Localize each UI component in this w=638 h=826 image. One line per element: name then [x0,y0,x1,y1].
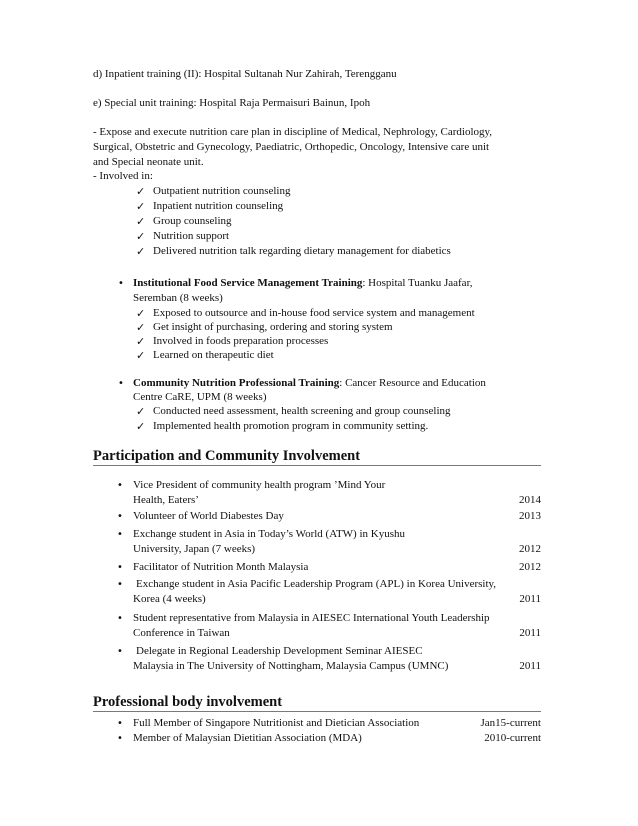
participation-item-line-1: Exchange student in Asia Pacific Leadership Program (APL) in Korea University, [136,578,497,590]
participation-item-line-1: Facilitator of Nutrition Month Malaysia [133,561,309,573]
community-title: Community Nutrition Professional Training [133,377,340,389]
check-icon: ✓ [136,307,146,320]
check-icon: ✓ [136,200,146,213]
check-icon: ✓ [136,245,146,258]
bullet-icon: • [117,480,123,491]
bullet-icon: • [118,378,124,389]
community-rest: : Cancer Resource and Education [339,377,486,389]
participation-item-line-2: Health, Eaters’ [133,494,199,506]
check-icon: ✓ [136,321,146,334]
participation-year: 2011 [519,593,541,605]
check-icon: ✓ [136,420,146,433]
bullet-icon: • [117,733,123,744]
participation-item-line-1: Delegate in Regional Leadership Development Seminar AIESEC [136,645,423,657]
professional-period: 2010-current [484,732,541,744]
involved-label: - Involved in: [93,170,153,182]
bullet-icon: • [117,511,123,522]
community-line-2: Centre CaRE, UPM (8 weeks) [133,391,267,403]
participation-year: 2011 [519,627,541,639]
community-line-1 [133,377,486,390]
food-service-item: Involved in foods preparation processes [153,335,329,347]
bullet-icon: • [117,646,123,657]
heading-rule [93,465,541,466]
participation-year: 2013 [519,510,541,522]
involved-item: Inpatient nutrition counseling [153,200,284,212]
heading-rule [93,711,541,712]
professional-heading: Professional body involvement [93,694,283,710]
bullet-icon: • [117,718,123,729]
participation-year: 2012 [519,561,541,573]
participation-year: 2012 [519,543,541,555]
expose-line-2: Surgical, Obstetric and Gynecology, Paediatric, Orthopedic, Oncology, Intensive care unit [93,141,490,153]
training-d-line: d) Inpatient training (II): Hospital Sultanah Nur Zahirah, Terengganu [93,68,397,80]
bullet-icon: • [117,579,123,590]
professional-period: Jan15-current [480,717,541,729]
food-service-item: Get insight of purchasing, ordering and storing system [153,321,393,333]
bullet-icon: • [117,613,123,624]
food-service-item: Exposed to outsource and in-house food service system and management [153,307,475,319]
professional-item: Full Member of Singapore Nutritionist and Dietician Association [133,717,420,729]
expose-line-3: and Special neonate unit. [93,156,204,168]
participation-item-line-2: University, Japan (7 weeks) [133,543,256,555]
community-item: Implemented health promotion program in community setting. [153,420,429,432]
participation-item-line-2: Korea (4 weeks) [133,593,206,605]
participation-item-line-1: Volunteer of World Diabestes Day [133,510,284,522]
check-icon: ✓ [136,405,146,418]
participation-heading: Participation and Community Involvement [93,448,361,464]
check-icon: ✓ [136,349,146,362]
involved-item: Outpatient nutrition counseling [153,185,291,197]
professional-item: Member of Malaysian Dietitian Association (MDA) [133,732,362,744]
involved-item: Delivered nutrition talk regarding dietary management for diabetics [153,245,451,257]
bullet-icon: • [118,278,124,289]
participation-year: 2011 [519,660,541,672]
participation-year: 2014 [519,494,541,506]
bullet-icon: • [117,529,123,540]
food-service-line-1 [133,277,473,290]
expose-line-1: - Expose and execute nutrition care plan in discipline of Medical, Nephrology, Cardiology, [93,126,493,138]
participation-item-line-2: Conference in Taiwan [133,627,230,639]
food-service-rest: : Hospital Tuanku Jaafar, [362,277,473,289]
participation-item-line-2: Malaysia in The University of Nottingham, Malaysia Campus (UMNC) [133,660,449,672]
participation-item-line-1: Exchange student in Asia in Today’s World (ATW) in Kyushu [133,528,405,540]
community-item: Conducted need assessment, health screening and group counseling [153,405,451,417]
food-service-title: Institutional Food Service Management Training [133,277,363,289]
bullet-icon: • [117,562,123,573]
involved-item: Nutrition support [153,230,230,242]
training-e-line: e) Special unit training: Hospital Raja Permaisuri Bainun, Ipoh [93,97,371,109]
check-icon: ✓ [136,215,146,228]
check-icon: ✓ [136,185,146,198]
food-service-line-2: Seremban (8 weeks) [133,292,223,304]
check-icon: ✓ [136,230,146,243]
food-service-item: Learned on therapeutic diet [153,349,274,361]
participation-item-line-1: Student representative from Malaysia in AIESEC International Youth Leadership [133,612,490,624]
participation-item-line-1: Vice President of community health program ’Mind Your [133,479,386,491]
involved-item: Group counseling [153,215,232,227]
check-icon: ✓ [136,335,146,348]
